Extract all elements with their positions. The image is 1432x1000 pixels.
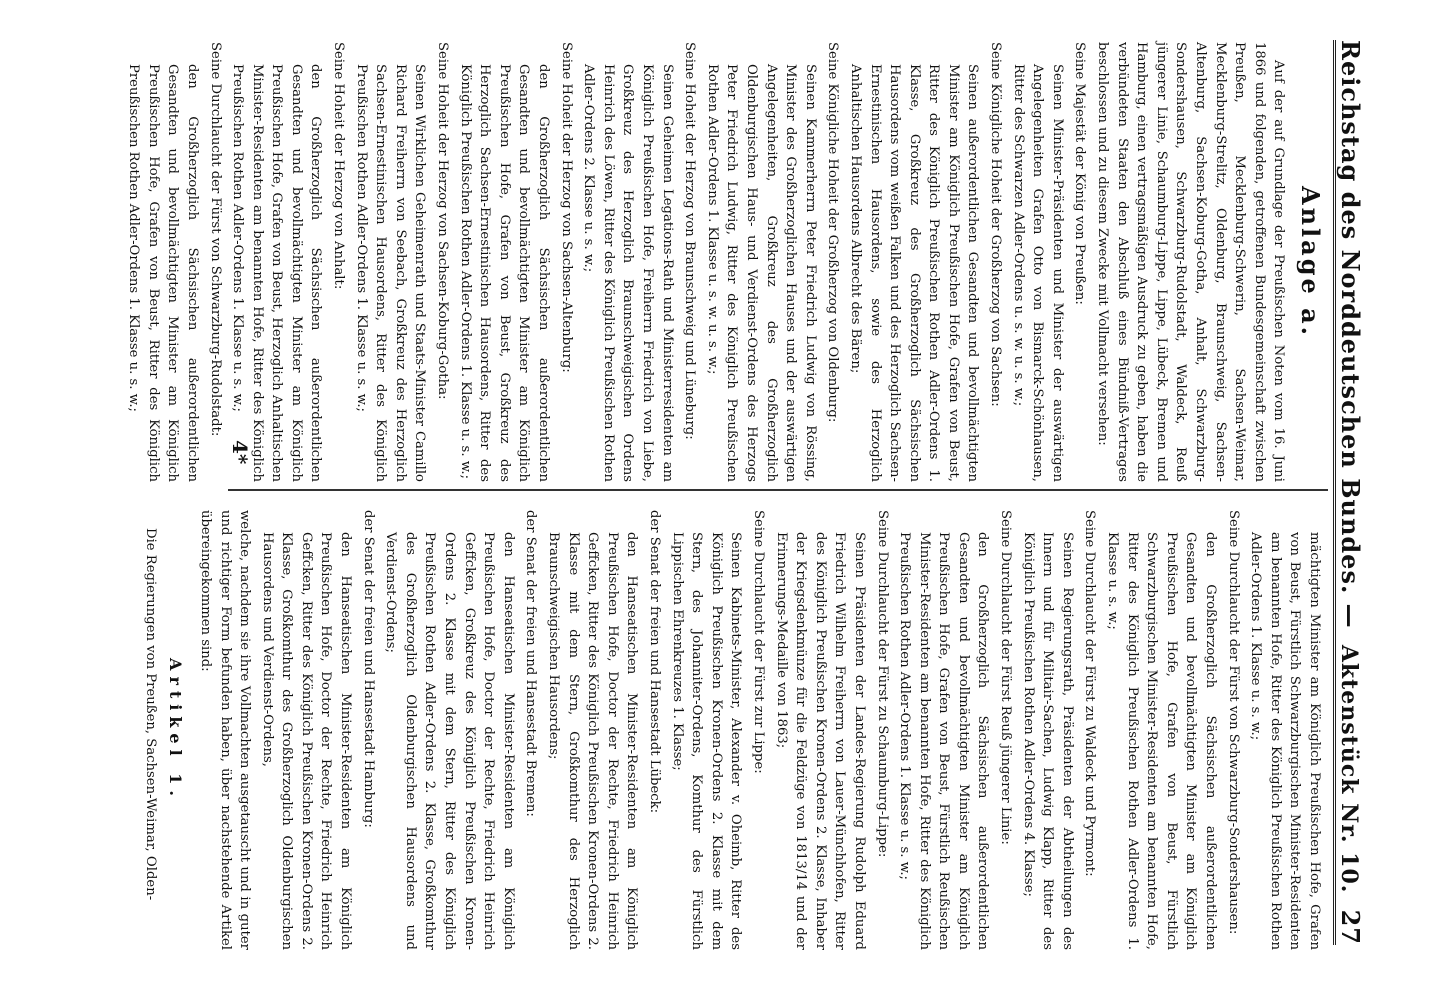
left-column	[121, 42, 1324, 482]
paragraph: den Großherzoglich Sächsischen außerordentlichen Gesandten und bevollmächtigten Minister am Königlich Preußischen Hofe, Grafen von Beust, Fürstlich Reußischen Minister-Residenten am benannten Hofe, Ritter des Königlich Preußischen Rothen Adler-Ordens 1. Klasse u. s. w.;	[897, 532, 991, 950]
paragraph: Seinen Präsidenten der Landes-Regierung Rudolph Eduard Friedrich Wilhelm Freiherrn von Lauer-Münchhofen, Ritter des Königlich Preußischen Kronen-Ordens 2. Klasse, Inhaber der Kriegsdenkmünze für die Feldzüge von 1813/14 und der Erinnerungs-Medaille von 1863;	[773, 532, 867, 950]
paragraph: Seinen außerordentlichen Gesandten und bevollmächtigten Minister am Königlich Preußischen Hofe, Grafen von Beust, Ritter des Königlich Preußischen Rothen Adler-Ordens 1. Klasse, Großkreuz des Großherzoglich Sächsischen Hausordens vom weißen Falken und des Herzoglich Sachsen-Ernestinischen Hausordens, sowie des Herzoglich Anhaltischen Hausordens Albrecht des Bären;	[847, 64, 981, 482]
paragraph: Seine Hoheit der Herzog von Sachsen-Altenburg:	[558, 42, 574, 373]
paragraph: den Großherzoglich Sächsischen außerordentlichen Gesandten und bevollmächtigten Minister am Königlich Preußischen Hofe, Grafen von Beust, Ritter des Königlich Preußischen Rothen Adler-Ordens 1. Klasse u. s. w.;	[126, 64, 200, 482]
header-document-number: Aktenstück Nr. 10.	[1336, 644, 1362, 894]
paragraph: Seine Königliche Hoheit der Großherzog von Oldenburg:	[825, 42, 841, 423]
paragraph: den Hanseatischen Minister-Residenten am Königlich Preußischen Hofe, Doctor der Rechte, Friedrich Heinrich Geffcken, Ritter des Königlich Preußischen Kronen-Ordens 2. Klasse, Großkomthur des Großherzoglich Oldenburgischen Hausordens und Verdienst-Ordens,	[259, 532, 354, 950]
paragraph: den Großherzoglich Sächsischen außerordentlichen Gesandten und bevollmächtigten Minister am Königlich Preußischen Hofe, Grafen von Beust, Herzoglich Anhaltischen Minister-Residenten am benannten Hofe, Ritter des Königlich Preußischen Rothen Adler-Ordens 1. Klasse u. s. w.;	[230, 64, 324, 482]
right-column	[137, 510, 1324, 950]
paragraph: mächtigten Minister am Königlich Preußischen Hofe, Grafen von Beust, Fürstlich Schwarzburgischen Minister-Residenten am benannten Hofe, Ritter des Königlich Preußischen Rothen Adler-Ordens 1. Klasse u. s. w.;	[1248, 532, 1322, 950]
paragraph: Seinen Geheimen Legations-Rath und Ministerresidenten am Königlich Preußischen Hofe, Freiherrn Friedrich von Liebe, Großkreuz des Herzoglich Braunschweigischen Ordens Heinrich des Löwen, Ritter des Königlich Preußischen Rothen Adler-Ordens 2. Klasse u. s. w.;	[581, 64, 675, 482]
paragraph: Seine Durchlaucht der Fürst zu Waldeck und Pyrmont:	[1082, 510, 1098, 877]
paragraph: den Hanseatischen Minister-Residenten am Königlich Preußischen Hofe, Doctor der Rechte, Friedrich Heinrich Geffcken, Großkreuz des Königlich Preußischen Kronen-Ordens 2. Klasse mit dem Stern, Ritter des Königlich Preußischen Rothen Adler-Ordens 2. Klasse, Großkomthur des Großherzoglich Oldenburgischen Hausordens und Verdienst-Ordens;	[383, 532, 516, 950]
page-number: 27	[1336, 909, 1365, 945]
paragraph: Seine Durchlaucht der Fürst zu Schaumburg-Lippe:	[874, 510, 890, 858]
paragraph: Seinen Regierungsrath, Präsidenten der Abtheilungen des Innern und für Militair-Sachen, Ludwig Klapp, Ritter des Königlich Preußischen Rothen Adler-Ordens 4. Klasse;	[1020, 532, 1075, 950]
paragraph: der Senat der freien und Hansestadt Bremen:	[523, 510, 539, 817]
annex-title: Anlage a.	[1296, 185, 1325, 339]
paragraph: der Senat der freien und Hansestadt Lübeck:	[647, 510, 662, 814]
paragraph: Seinen Minister-Präsidenten und Minister der auswärtigen Angelegenheiten Grafen Otto von Bismarck-Schönhausen, Ritter des Schwarzen Adler-Ordens u. s. w. u. s. w.;	[1010, 64, 1065, 482]
paragraph: Seinen Kammerherrn Peter Friedrich Ludwig von Rössing, Minister des Großherzoglichen Hauses und der auswärtigen Angelegenheiten, Großkreuz des Großherzoglich Oldenburgischen Haus- und Verdienst-Ordens des Herzogs Peter Friedrich Ludwig, Ritter des Königlich Preußischen Rothen Adler-Ordens 1. Klasse u. s. w. u. s. w.;	[704, 64, 818, 482]
paragraph: Auf der auf Grundlage der Preußischen Noten vom 16. Juni 1866 und folgenden, getroffenen Bundesgemeinschaft zwischen Preußen, Mecklenburg-Schwerin, Sachsen-Weimar, Mecklenburg-Strelitz, Oldenburg, Braunschweig, Sachsen-Altenburg, Sachsen-Koburg-Gotha, Anhalt, Schwarzburg-Sondershausen, Schwarzburg-Rudolstadt, Waldeck, Reuß jüngerer Linie, Schaumburg-Lippe, Lippe, Lübeck, Bremen und Hamburg, einen vertragsmäßigen Ausdruck zu geben, haben die verbündeten Staaten den Abschluß eines Bündniß-Vertrages beschlossen und zu diesem Zwecke mit Vollmacht versehen:	[1095, 42, 1287, 482]
paragraph: den Hanseatischen Minister-Residenten am Königlich Preußischen Hofe, Doctor der Rechte, Friedrich Heinrich Geffcken, Ritter des Königlich Preußischen Kronen-Ordens 2. Klasse mit dem Stern, Großkomthur des Herzoglich Braunschweigischen Hausordens;	[546, 532, 640, 950]
paragraph: welche, nachdem sie ihre Vollmachten ausgetauscht und in guter und richtiger Form befunden haben, über nachstehende Artikel übereingekommen sind:	[197, 510, 253, 950]
paragraph: Seine Hoheit der Herzog von Braunschweig und Lüneburg:	[682, 42, 698, 440]
paragraph: der Senat der freien und Hansestadt Hamburg:	[360, 510, 376, 828]
paragraph: Seine Durchlaucht der Fürst Reuß jüngerer Linie:	[998, 510, 1014, 845]
running-header	[1333, 40, 1382, 945]
paragraph: Seine Hoheit der Herzog von Sachsen-Koburg-Gotha:	[435, 42, 451, 400]
paragraph: Seine Durchlaucht der Fürst von Schwarzburg-Sondershausen:	[1225, 510, 1241, 935]
paragraph: den Großherzoglich Sächsischen außerordentlichen Gesandten und bevollmächtigten Minister am Königlich Preußischen Hofe, Grafen von Beust, Fürstlich Schwarzburgischen Minister-Residenten am benannten Hofe, Ritter des Königlich Preußischen Rothen Adler-Ordens 1. Klasse u. s. w.;	[1105, 532, 1219, 950]
paragraph: den Großherzoglich Sächsischen außerordentlichen Gesandten und bevollmächtigten Minister am Königlich Preußischen Hofe, Grafen von Beust, Großkreuz des Herzoglich Sachsen-Ernestinischen Hausordens, Ritter des Königlich Preußischen Rothen Adler-Ordens 1. Klasse u. s. w.;	[457, 64, 552, 482]
header-title: Reichstag des Norddeutschen Bundes. —	[1336, 40, 1365, 629]
paragraph: Seine Hoheit der Herzog von Anhalt:	[331, 42, 347, 290]
paragraph: Seinen Wirklichen Geheimenrath und Staats-Minister Camillo Richard Freiherrn von Seebach, Großkreuz des Herzoglich Sachsen-Ernestinischen Hausordens, Ritter des Königlich Preußischen Rothen Adler-Ordens 1. Klasse u. s. w.;	[353, 64, 428, 482]
article-text: Die Regierungen von Preußen, Sachsen-Weimar, Olden-	[142, 528, 158, 901]
paragraph: Seinen Kabinets-Minister, Alexander v. Oheimb, Ritter des Königlich Preußischen Kronen-Ordens 2. Klasse mit dem Stern, des Johanniter-Ordens, Komthur des Fürstlich Lippischen Ehrenkreuzes 1. Klasse;	[669, 532, 744, 950]
signature-mark: 4*	[228, 440, 252, 465]
paragraph: Seine Durchlaucht der Fürst zur Lippe:	[750, 510, 766, 774]
article-heading: Artikel 1.	[166, 658, 186, 802]
paragraph: Seine Durchlaucht der Fürst von Schwarzburg-Rudolstadt:	[207, 42, 223, 437]
paragraph: Seine Majestät der König von Preußen:	[1072, 42, 1088, 305]
paragraph: Seine Königliche Hoheit der Großherzog von Sachsen:	[988, 42, 1004, 407]
column-divider	[228, 489, 1328, 491]
